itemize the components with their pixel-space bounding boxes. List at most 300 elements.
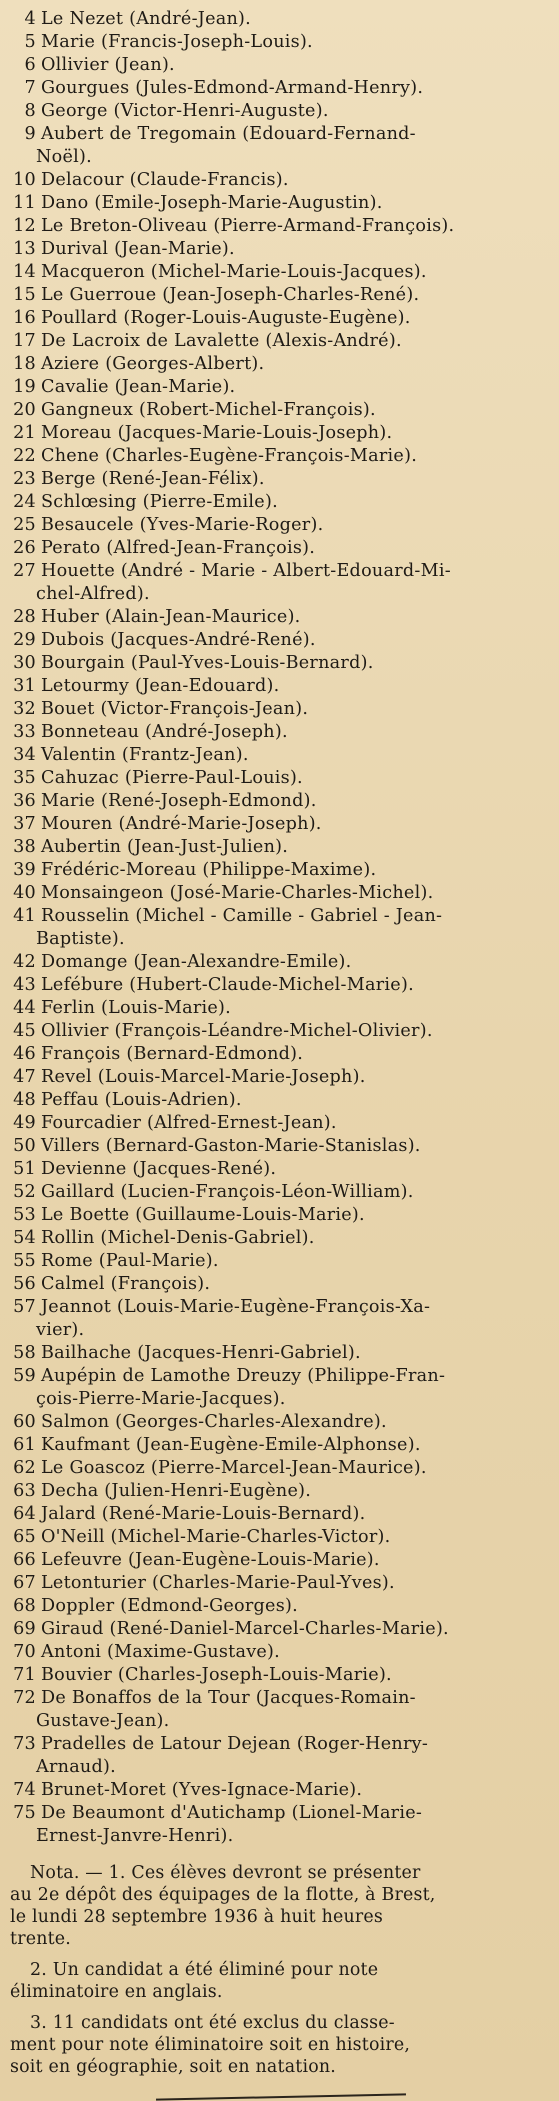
surname: Decha xyxy=(41,1481,99,1501)
note-line: au 2e dépôt des équipages de la flotte, à Brest, xyxy=(10,1885,436,1905)
list-item xyxy=(6,882,545,905)
list-item xyxy=(6,836,545,859)
candidate-name xyxy=(36,514,545,537)
surname: Bouvier xyxy=(41,1665,112,1685)
rank-number: 36 xyxy=(13,791,36,811)
rank-number: 22 xyxy=(13,446,36,466)
given-names: (Bernard-Edmond). xyxy=(126,1044,304,1064)
given-names: (Jean-Alexandre-Emile). xyxy=(133,952,352,972)
rank-number: 19 xyxy=(13,377,36,397)
list-item xyxy=(6,1595,545,1618)
rank-number: 60 xyxy=(13,1412,36,1432)
candidate-name xyxy=(36,721,545,744)
list-item xyxy=(6,192,545,215)
list-item xyxy=(6,1549,545,1572)
rank-number: 70 xyxy=(13,1642,36,1662)
given-names: (Maxime-Gustave). xyxy=(107,1642,281,1662)
list-item xyxy=(6,422,545,445)
given-names: (Edouard-Fernand- xyxy=(242,124,416,144)
surname: Valentin xyxy=(41,745,116,765)
surname: Dano xyxy=(41,193,89,213)
list-item xyxy=(6,399,545,422)
list-item xyxy=(6,1273,545,1296)
candidate-name xyxy=(36,1273,545,1296)
given-names: (Louis-Marcel-Marie-Joseph). xyxy=(97,1067,366,1087)
rank-number: 72 xyxy=(13,1688,36,1708)
surname: Marie xyxy=(41,32,96,52)
rank-number: 41 xyxy=(13,906,36,926)
given-names: (François-Léandre-Michel-Olivier). xyxy=(114,1021,433,1041)
rank-number: 42 xyxy=(13,952,36,972)
candidate-name xyxy=(36,399,545,422)
candidate-name xyxy=(36,652,545,675)
surname: De Bonaffos de la Tour xyxy=(41,1688,250,1708)
candidate-name xyxy=(36,836,545,859)
candidate-name xyxy=(36,1457,545,1480)
surname: Gangneux xyxy=(41,400,134,420)
list-item xyxy=(6,1779,545,1802)
surname: Letonturier xyxy=(41,1573,147,1593)
surname: Aubert de Tregomain xyxy=(41,124,237,144)
rank-number: 51 xyxy=(13,1159,36,1179)
continuation-text: chel-Alfred). xyxy=(36,584,150,604)
list-item-continuation xyxy=(6,1825,545,1848)
rank-number: 38 xyxy=(13,837,36,857)
notes-section xyxy=(6,1862,545,2078)
surname: Rollin xyxy=(41,1228,95,1248)
given-names: (Roger-Louis-Auguste-Eugène). xyxy=(123,308,411,328)
given-names: (René-Marie-Louis-Bernard). xyxy=(101,1504,366,1524)
given-names: (Pierre-Armand-François). xyxy=(213,216,455,236)
surname: Le Breton-Oliveau xyxy=(41,216,208,236)
candidate-name xyxy=(36,1641,545,1664)
given-names: (Yves-Ignace-Marie). xyxy=(171,1780,363,1800)
note-line: 3. 11 candidats ont été exclus du classe- xyxy=(30,2013,395,2033)
list-item xyxy=(6,813,545,836)
list-item xyxy=(6,560,545,583)
rank-number: 21 xyxy=(13,423,36,443)
rank-number: 14 xyxy=(13,262,36,282)
candidate-name xyxy=(36,537,545,560)
given-names: (René-Jean-Félix). xyxy=(101,469,265,489)
surname: Devienne xyxy=(41,1159,127,1179)
given-names: (François). xyxy=(110,1274,211,1294)
rank-number: 20 xyxy=(13,400,36,420)
list-item-continuation xyxy=(6,1710,545,1733)
rank-number: 67 xyxy=(13,1573,36,1593)
rank-number: 75 xyxy=(13,1803,36,1823)
surname: Gaillard xyxy=(41,1182,115,1202)
rank-number: 49 xyxy=(13,1113,36,1133)
surname: Gourgues xyxy=(41,78,130,98)
list-item xyxy=(6,491,545,514)
list-item xyxy=(6,376,545,399)
candidate-name xyxy=(36,997,545,1020)
list-item xyxy=(6,1135,545,1158)
given-names: (Alain-Jean-Maurice). xyxy=(104,607,301,627)
list-item xyxy=(6,905,545,928)
list-item xyxy=(6,1158,545,1181)
given-names: (José-Marie-Charles-Michel). xyxy=(169,883,434,903)
list-item xyxy=(6,238,545,261)
candidate-name xyxy=(36,1549,545,1572)
list-item xyxy=(6,1204,545,1227)
rank-number: 35 xyxy=(13,768,36,788)
rank-number: 68 xyxy=(13,1596,36,1616)
given-names: (Michel-Denis-Gabriel). xyxy=(100,1228,315,1248)
candidate-name xyxy=(36,1043,545,1066)
candidate-name xyxy=(36,1181,545,1204)
rank-number: 5 xyxy=(24,32,36,52)
given-names: (Julien-Henri-Eugène). xyxy=(104,1481,312,1501)
list-item-continuation xyxy=(6,1756,545,1779)
continuation-text: Gustave-Jean). xyxy=(36,1711,170,1731)
candidate-name xyxy=(36,1250,545,1273)
surname: Monsaingeon xyxy=(41,883,164,903)
list-item xyxy=(6,514,545,537)
note-paragraph xyxy=(6,1959,545,2003)
surname: Doppler xyxy=(41,1596,115,1616)
candidate-name xyxy=(36,767,545,790)
given-names: (André - Marie - Albert-Edouard-Mi- xyxy=(120,561,451,581)
surname: Moreau xyxy=(41,423,112,443)
list-item xyxy=(6,790,545,813)
note-line: le lundi 28 septembre 1936 à huit heures xyxy=(10,1907,383,1927)
surname: Villers xyxy=(41,1136,100,1156)
list-item xyxy=(6,1066,545,1089)
rank-number: 50 xyxy=(13,1136,36,1156)
surname: Le Boette xyxy=(41,1205,130,1225)
candidate-name xyxy=(36,261,545,284)
rank-number: 45 xyxy=(13,1021,36,1041)
surname: François xyxy=(41,1044,121,1064)
surname: Schlœsing xyxy=(41,492,137,512)
rank-number: 33 xyxy=(13,722,36,742)
list-item xyxy=(6,1618,545,1641)
rank-number: 7 xyxy=(24,78,36,98)
given-names: (Guillaume-Louis-Marie). xyxy=(135,1205,365,1225)
given-names: (Pierre-Emile). xyxy=(142,492,278,512)
list-item-continuation xyxy=(6,928,545,951)
list-item xyxy=(6,859,545,882)
rank-number: 63 xyxy=(13,1481,36,1501)
candidate-name xyxy=(36,353,545,376)
list-item xyxy=(6,8,545,31)
list-item xyxy=(6,1733,545,1756)
candidate-name xyxy=(36,1480,545,1503)
given-names: (Jean). xyxy=(114,55,175,75)
list-item xyxy=(6,468,545,491)
candidate-name xyxy=(36,1687,545,1710)
surname: Domange xyxy=(41,952,128,972)
given-names: (Emile-Joseph-Marie-Augustin). xyxy=(94,193,383,213)
given-names: (André-Joseph). xyxy=(145,722,288,742)
candidate-name xyxy=(36,1802,545,1825)
given-names: (Philippe-Fran- xyxy=(307,1366,446,1386)
given-names: (Jacques-René). xyxy=(132,1159,277,1179)
continuation-text: Arnaud). xyxy=(36,1757,116,1777)
list-item xyxy=(6,1480,545,1503)
list-item xyxy=(6,1227,545,1250)
rank-number: 18 xyxy=(13,354,36,374)
given-names: (Charles-Marie-Paul-Yves). xyxy=(151,1573,395,1593)
candidate-name xyxy=(36,813,545,836)
list-item xyxy=(6,652,545,675)
list-item xyxy=(6,54,545,77)
list-item-continuation xyxy=(6,583,545,606)
given-names: (Frantz-Jean). xyxy=(121,745,249,765)
surname: George xyxy=(41,101,108,121)
list-item xyxy=(6,1457,545,1480)
surname: Bailhache xyxy=(41,1343,132,1363)
candidate-name xyxy=(36,974,545,997)
rank-number: 31 xyxy=(13,676,36,696)
note-line: Nota. — 1. Ces élèves devront se présenter xyxy=(30,1863,421,1883)
list-item xyxy=(6,606,545,629)
rank-number: 66 xyxy=(13,1550,36,1570)
given-names: (Jacques-Henri-Gabriel). xyxy=(137,1343,361,1363)
surname: Jalard xyxy=(41,1504,96,1524)
given-names: (Louis-Marie-Eugène-François-Xa- xyxy=(116,1297,431,1317)
list-item xyxy=(6,1802,545,1825)
candidate-name xyxy=(36,1365,545,1388)
surname: Aupépin de Lamothe Dreuzy xyxy=(41,1366,302,1386)
rank-number: 16 xyxy=(13,308,36,328)
list-item xyxy=(6,1411,545,1434)
candidate-name xyxy=(36,215,545,238)
candidate-name xyxy=(36,698,545,721)
surname: Perato xyxy=(41,538,101,558)
list-item xyxy=(6,1342,545,1365)
rank-number: 13 xyxy=(13,239,36,259)
list-item xyxy=(6,767,545,790)
given-names: (René-Joseph-Edmond). xyxy=(101,791,317,811)
given-names: (Michel-Marie-Louis-Jacques). xyxy=(150,262,427,282)
rank-number: 62 xyxy=(13,1458,36,1478)
given-names: (Jean-Just-Julien). xyxy=(127,837,289,857)
given-names: (Edmond-Georges). xyxy=(120,1596,298,1616)
given-names: (Jean-Joseph-Charles-René). xyxy=(162,285,420,305)
list-item xyxy=(6,353,545,376)
given-names: (Jules-Edmond-Armand-Henry). xyxy=(135,78,424,98)
surname: Bonneteau xyxy=(41,722,140,742)
candidate-name xyxy=(36,376,545,399)
given-names: (Jean-Marie). xyxy=(114,377,236,397)
given-names: (Jean-Eugène-Louis-Marie). xyxy=(127,1550,380,1570)
candidate-name xyxy=(36,1135,545,1158)
list-item xyxy=(6,744,545,767)
candidate-name xyxy=(36,882,545,905)
candidate-name xyxy=(36,54,545,77)
surname: Poullard xyxy=(41,308,118,328)
list-item xyxy=(6,974,545,997)
surname: Cahuzac xyxy=(41,768,119,788)
candidate-name xyxy=(36,1733,545,1756)
rank-number: 29 xyxy=(13,630,36,650)
candidate-name xyxy=(36,491,545,514)
list-item xyxy=(6,537,545,560)
rank-number: 73 xyxy=(13,1734,36,1754)
candidate-name xyxy=(36,468,545,491)
candidate-name xyxy=(36,1020,545,1043)
candidate-name xyxy=(36,77,545,100)
given-names: (Jacques-André-René). xyxy=(110,630,316,650)
rank-number: 43 xyxy=(13,975,36,995)
candidate-name xyxy=(36,905,545,928)
candidate-name xyxy=(36,1779,545,1802)
rank-number: 28 xyxy=(13,607,36,627)
rank-number: 12 xyxy=(13,216,36,236)
candidate-name xyxy=(36,859,545,882)
candidate-name xyxy=(36,169,545,192)
rank-number: 46 xyxy=(13,1044,36,1064)
candidate-name xyxy=(36,1158,545,1181)
given-names: (Robert-Michel-François). xyxy=(138,400,376,420)
list-item xyxy=(6,31,545,54)
candidate-name xyxy=(36,1572,545,1595)
list-item xyxy=(6,307,545,330)
given-names: (Georges-Charles-Alexandre). xyxy=(115,1412,387,1432)
list-item xyxy=(6,445,545,468)
surname: Ollivier xyxy=(41,1021,109,1041)
list-item xyxy=(6,1112,545,1135)
given-names: (Georges-Albert). xyxy=(105,354,265,374)
list-item xyxy=(6,1641,545,1664)
candidate-name xyxy=(36,1434,545,1457)
surname: Le Nezet xyxy=(41,9,124,29)
surname: Salmon xyxy=(41,1412,110,1432)
given-names: (Pierre-Paul-Louis). xyxy=(124,768,303,788)
list-item xyxy=(6,1434,545,1457)
candidate-name xyxy=(36,1227,545,1250)
rank-number: 54 xyxy=(13,1228,36,1248)
candidate-name xyxy=(36,1618,545,1641)
candidate-name xyxy=(36,675,545,698)
list-item xyxy=(6,1526,545,1549)
given-names: (Louis-Marie). xyxy=(101,998,231,1018)
continuation-text: Noël). xyxy=(36,147,92,167)
rank-number: 6 xyxy=(24,55,36,75)
given-names: (Michel-Marie-Charles-Victor). xyxy=(110,1527,391,1547)
surname: O'Neill xyxy=(41,1527,105,1547)
surname: Rousselin xyxy=(41,906,130,926)
given-names: (Jean-Marie). xyxy=(114,239,235,259)
given-names: (Lionel-Marie- xyxy=(291,1803,423,1823)
surname: Fourcadier xyxy=(41,1113,142,1133)
list-item xyxy=(6,1503,545,1526)
rank-number: 25 xyxy=(13,515,36,535)
given-names: (Charles-Eugène-François-Marie). xyxy=(105,446,418,466)
rank-number: 10 xyxy=(13,170,36,190)
rank-number: 23 xyxy=(13,469,36,489)
given-names: (Victor-Henri-Auguste). xyxy=(113,101,329,121)
candidate-name xyxy=(36,1411,545,1434)
surname: De Lacroix de Lavalette xyxy=(41,331,260,351)
continuation-text: çois-Pierre-Marie-Jacques). xyxy=(36,1389,286,1409)
given-names: (Bernard-Gaston-Marie-Stanislas). xyxy=(105,1136,421,1156)
list-item-continuation xyxy=(6,1388,545,1411)
candidate-name xyxy=(36,1089,545,1112)
surname: Frédéric-Moreau xyxy=(41,860,197,880)
surname: Chene xyxy=(41,446,100,466)
list-item xyxy=(6,721,545,744)
surname: Ollivier xyxy=(41,55,109,75)
rank-number: 40 xyxy=(13,883,36,903)
given-names: (Yves-Marie-Roger). xyxy=(139,515,324,535)
surname: Durival xyxy=(41,239,109,259)
candidate-name xyxy=(36,445,545,468)
candidate-name xyxy=(36,123,545,146)
note-paragraph xyxy=(6,1862,545,1950)
list-item xyxy=(6,330,545,353)
rank-number: 32 xyxy=(13,699,36,719)
candidate-name xyxy=(36,1342,545,1365)
given-names: (Jean-Eugène-Emile-Alphonse). xyxy=(135,1435,421,1455)
candidate-name xyxy=(36,192,545,215)
given-names: (André-Jean). xyxy=(129,9,252,29)
given-names: (Alfred-Ernest-Jean). xyxy=(146,1113,337,1133)
candidate-name xyxy=(36,307,545,330)
surname: Besaucele xyxy=(41,515,134,535)
list-item xyxy=(6,1664,545,1687)
candidate-name xyxy=(36,1503,545,1526)
rank-number: 30 xyxy=(13,653,36,673)
rank-number: 17 xyxy=(13,331,36,351)
surname: Berge xyxy=(41,469,96,489)
rank-number: 24 xyxy=(13,492,36,512)
list-item xyxy=(6,215,545,238)
surname: Aubertin xyxy=(41,837,122,857)
rank-number: 37 xyxy=(13,814,36,834)
candidate-name xyxy=(36,100,545,123)
given-names: (Philippe-Maxime). xyxy=(202,860,377,880)
rank-number: 71 xyxy=(13,1665,36,1685)
list-item xyxy=(6,1089,545,1112)
given-names: (Michel - Camille - Gabriel - Jean- xyxy=(135,906,443,926)
candidate-name xyxy=(36,560,545,583)
surname: Lefébure xyxy=(41,975,124,995)
surname: Kaufmant xyxy=(41,1435,131,1455)
list-item xyxy=(6,675,545,698)
given-names: (Louis-Adrien). xyxy=(104,1090,242,1110)
candidate-list xyxy=(6,8,545,1848)
candidate-name xyxy=(36,1204,545,1227)
rank-number: 9 xyxy=(24,124,36,144)
list-item xyxy=(6,100,545,123)
note-line: éliminatoire en anglais. xyxy=(10,1982,223,2002)
surname: Bourgain xyxy=(41,653,125,673)
list-item xyxy=(6,284,545,307)
rank-number: 64 xyxy=(13,1504,36,1524)
rank-number: 59 xyxy=(13,1366,36,1386)
continuation-text: Baptiste). xyxy=(36,929,125,949)
given-names: (Jacques-Romain- xyxy=(255,1688,416,1708)
list-item xyxy=(6,1250,545,1273)
list-item xyxy=(6,951,545,974)
list-item xyxy=(6,1181,545,1204)
rank-number: 4 xyxy=(24,9,36,29)
candidate-name xyxy=(36,1664,545,1687)
surname: Revel xyxy=(41,1067,92,1087)
surname: Huber xyxy=(41,607,100,627)
note-line: 2. Un candidat a été éliminé pour note xyxy=(30,1960,379,1980)
list-item xyxy=(6,169,545,192)
closing-rule xyxy=(156,2093,406,2100)
rank-number: 57 xyxy=(13,1297,36,1317)
rank-number: 48 xyxy=(13,1090,36,1110)
surname: Le Guerroue xyxy=(41,285,157,305)
list-item xyxy=(6,1572,545,1595)
